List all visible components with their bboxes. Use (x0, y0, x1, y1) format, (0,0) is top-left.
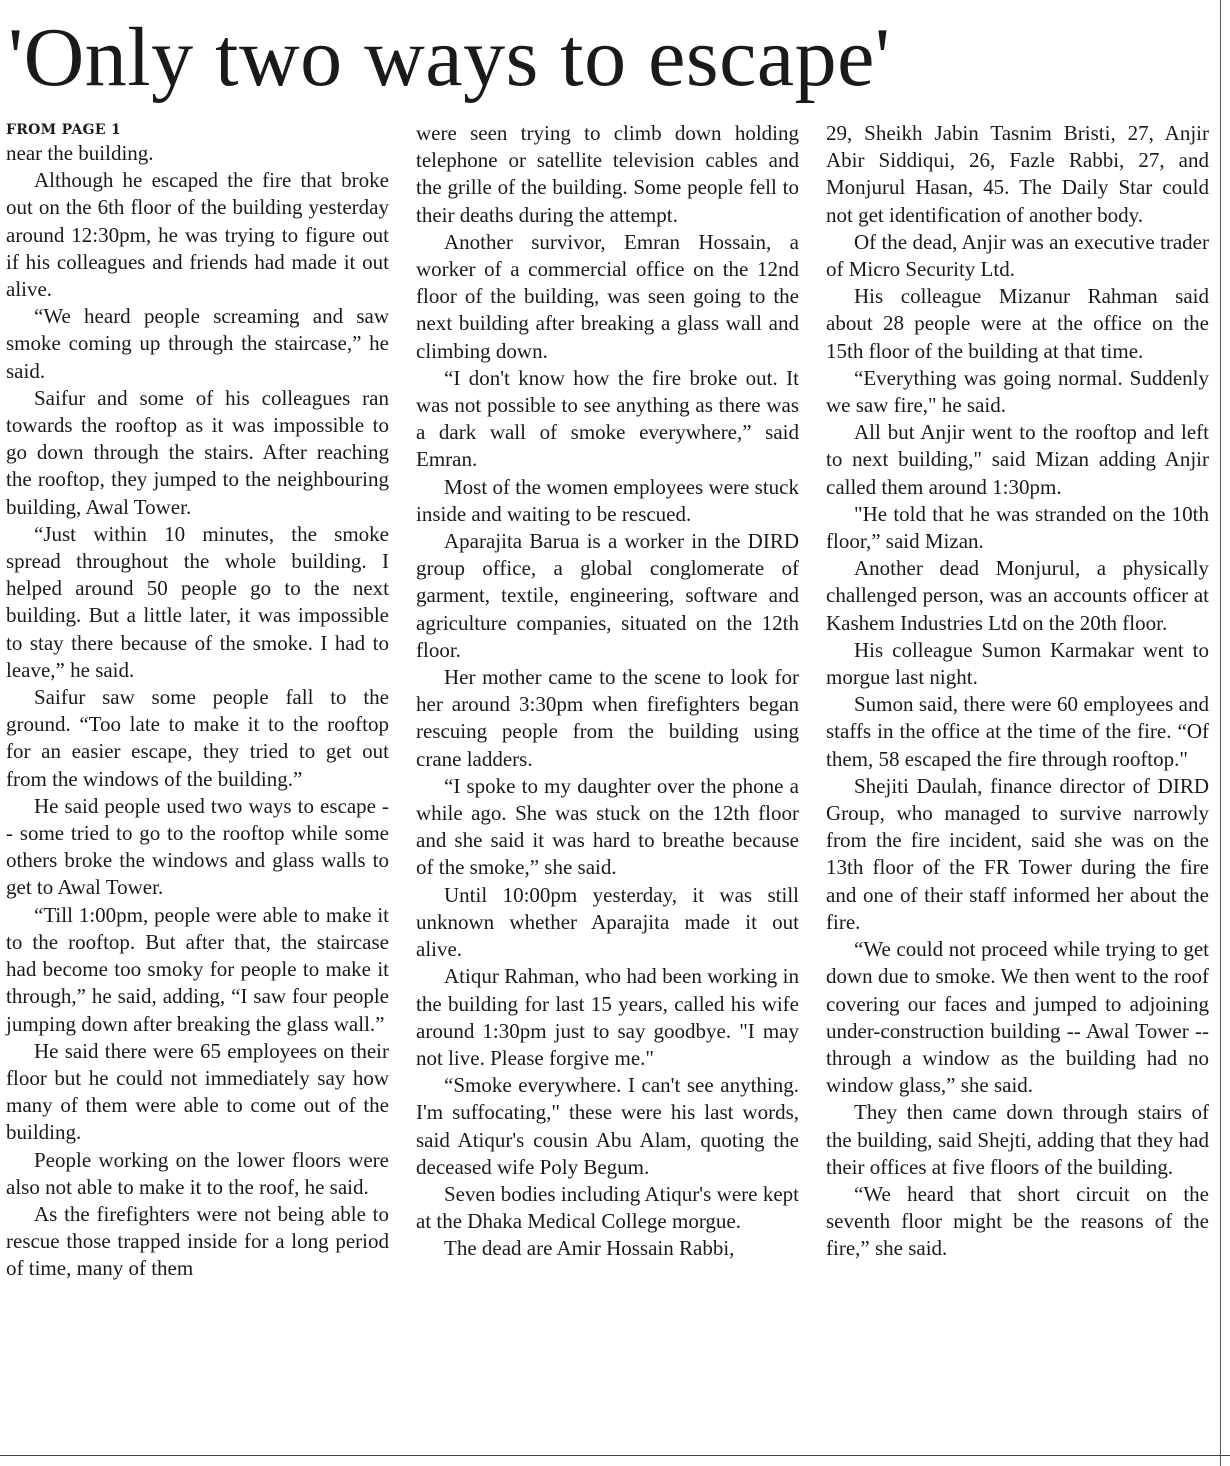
paragraph: “We heard people screaming and saw smoke coming up through the staircase,” he said. (6, 304, 389, 383)
article-column-1 (6, 120, 389, 1283)
paragraph: Another survivor, Emran Hossain, a worker of a commercial office on the 12nd floor of the building, was seen going to the next building after breaking a glass wall and climbing down. (416, 229, 799, 363)
paragraph: Sumon said, there were 60 employees and staffs in the office at the time of the fire. “Of them, 58 escaped the fire through rooftop." (826, 692, 1209, 771)
paragraph: Aparajita Barua is a worker in the DIRD group office, a global conglomerate of garment, textile, engineering, software and agriculture companies, situated on the 12th floor. (416, 529, 799, 662)
paragraph: “I spoke to my daughter over the phone a while ago. She was stuck on the 12th floor and she said it was hard to breathe because of the smoke,” she said. (416, 773, 799, 880)
paragraph: 29, Sheikh Jabin Tasnim Bristi, 27, Anjir Abir Siddiqui, 26, Fazle Rabbi, 27, and Monjurul Hasan, 45. The Daily Star could not get identification of another body. (826, 121, 1209, 227)
paragraph: Another dead Monjurul, a physically challenged person, was an accounts officer at Kashem Industries Ltd on the 20th floor. (826, 556, 1209, 635)
paragraph: Her mother came to the scene to look for her around 3:30pm when firefighters began rescuing people from the building using crane ladders. (416, 665, 799, 771)
paragraph: His colleague Sumon Karmakar went to morgue last night. (826, 637, 1209, 690)
paragraph: Shejiti Daulah, finance director of DIRD Group, who managed to survive narrowly from the fire incident, said she was on the 13th floor of the FR Tower during the fire and one of their staff informed her about the fire. (826, 773, 1209, 934)
paragraph: Seven bodies including Atiqur's were kept at the Dhaka Medical College morgue. (416, 1181, 799, 1234)
column-divider (1220, 0, 1221, 1466)
paragraph: The dead are Amir Hossain Rabbi, (444, 1236, 735, 1261)
paragraph: near the building. (6, 141, 154, 165)
paragraph: “We heard that short circuit on the seventh floor might be the reasons of the fire,” she said. (826, 1181, 1209, 1261)
paragraph: He said people used two ways to escape -- some tried to go to the rooftop while some others broke the windows and glass walls to get to Awal Tower. (6, 793, 389, 900)
paragraph: People working on the lower floors were also not able to make it to the roof, he said. (6, 1147, 389, 1199)
paragraph: They then came down through stairs of the building, said Shejti, adding that they had their offices at five floors of the building. (826, 1100, 1209, 1179)
paragraph: All but Anjir went to the rooftop and left to next building," said Mizan adding Anjir called them around 1:30pm. (826, 420, 1209, 499)
paragraph: Of the dead, Anjir was an executive trader of Micro Security Ltd. (826, 229, 1209, 282)
paragraph: As the firefighters were not being able to rescue those trapped inside for a long period of time, many of them (6, 1201, 389, 1281)
paragraph: “I don't know how the fire broke out. It was not possible to see anything as there was a dark wall of smoke everywhere,” said Emran. (416, 365, 799, 472)
paragraph: were seen trying to climb down holding telephone or satellite television cables and the grille of the building. Some people fell to their deaths during the attempt. (416, 121, 799, 227)
article-column-2 (416, 120, 799, 1263)
paragraph: His colleague Mizanur Rahman said about 28 people were at the office on the 15th floor of the building at that time. (826, 284, 1209, 363)
paragraph: Although he escaped the fire that broke out on the 6th floor of the building yesterday around 12:30pm, he was trying to figure out if his colleagues and friends had made it out alive. (6, 168, 389, 302)
paragraph: Saifur and some of his colleagues ran towards the rooftop as it was impossible to go down through the stairs. After reaching the rooftop, they jumped to the neighbouring building, Awal Tower. (6, 385, 389, 519)
article-column-3 (826, 120, 1209, 1263)
paragraph: “Just within 10 minutes, the smoke spread throughout the whole building. I helped around 50 people go to the next building. But a little later, it was impossible to stay there because of the smoke. I had to leave,” he said. (6, 521, 389, 682)
paragraph: Most of the women employees were stuck inside and waiting to be rescued. (416, 474, 799, 526)
paragraph: Atiqur Rahman, who had been working in the building for last 15 years, called his wife around 1:30pm just to say goodbye. "I may not live. Please forgive me." (416, 964, 799, 1070)
paragraph: “Everything was going normal. Suddenly we saw fire," he said. (826, 365, 1209, 418)
headline: 'Only two ways to escape' (8, 11, 891, 104)
paragraph: Until 10:00pm yesterday, it was still unknown whether Aparajita made it out alive. (416, 882, 799, 962)
paragraph: "He told that he was stranded on the 10th floor,” said Mizan. (826, 501, 1209, 554)
paragraph: “We could not proceed while trying to get down due to smoke. We then went to the roof covering our faces and jumped to adjoining under-construction building -- Awal Tower -- through a window as the building had no window glass,” she said. (826, 937, 1209, 1098)
paragraph: “Smoke everywhere. I can't see anything. I'm suffocating," these were his last words, said Atiqur's cousin Abu Alam, quoting the deceased wife Poly Begum. (416, 1073, 799, 1179)
paragraph: “Till 1:00pm, people were able to make it to the rooftop. But after that, the staircase had become too smoky for people to make it through,” he said, adding, “I saw four people jumping down after breaking the glass wall.” (6, 902, 389, 1036)
paragraph: Saifur saw some people fall to the ground. “Too late to make it to the rooftop for an easier escape, they tried to get out from the windows of the building.” (6, 685, 389, 791)
dateline: FROM PAGE 1 (6, 122, 122, 138)
paragraph: He said there were 65 employees on their floor but he could not immediately say how many of them were able to come out of the building. (6, 1038, 389, 1145)
bottom-divider (0, 1455, 1230, 1456)
